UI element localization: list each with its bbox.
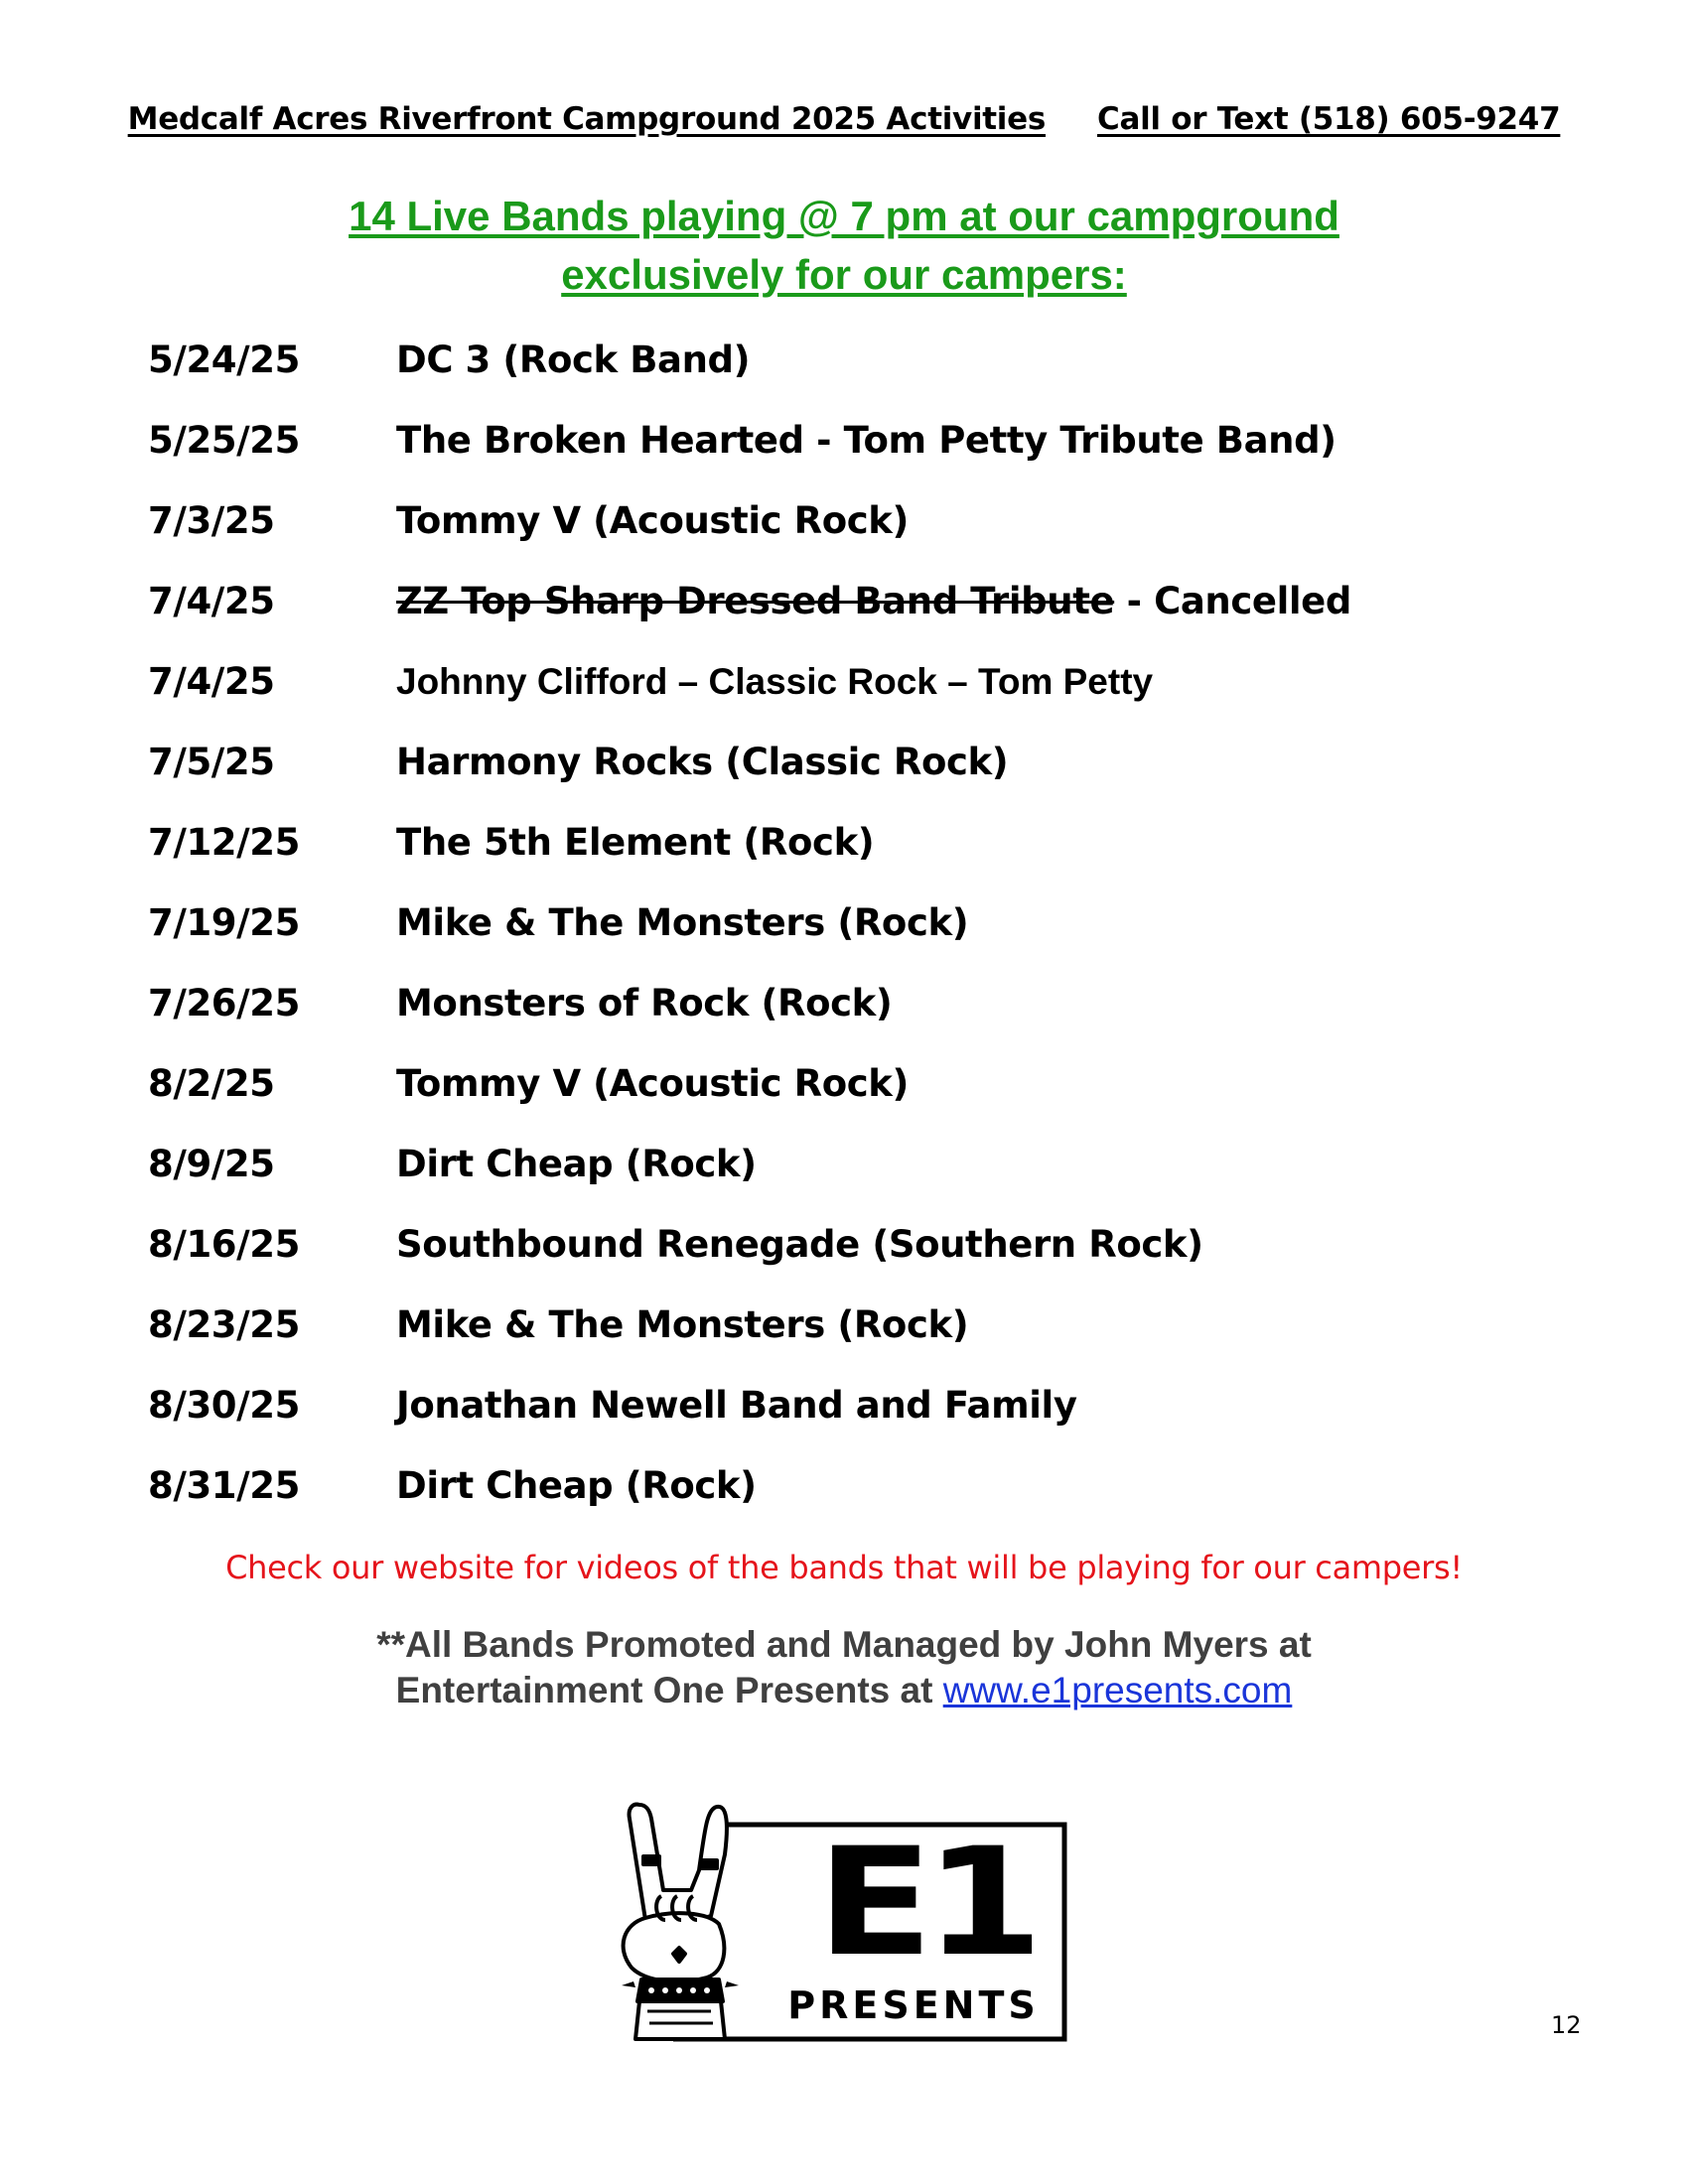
header-title: Medcalf Acres Riverfront Campground 2025 Activities: [127, 101, 1046, 137]
schedule-band: Mike & The Monsters (Rock): [396, 1303, 969, 1346]
schedule-date: 7/4/25: [148, 580, 275, 622]
schedule-date: 8/2/25: [148, 1062, 275, 1105]
schedule-row: [148, 498, 1538, 579]
schedule-date: 8/31/25: [148, 1464, 300, 1507]
schedule-row: [148, 1383, 1538, 1463]
cancelled-band-name: ZZ Top Sharp Dressed Band Tribute: [396, 580, 1115, 622]
page-header: [0, 101, 1688, 137]
schedule-row: [148, 820, 1538, 900]
schedule-row: [148, 418, 1538, 498]
headline-line-1: 14 Live Bands playing @ 7 pm at our campground: [349, 193, 1339, 239]
schedule-date: 8/30/25: [148, 1384, 300, 1427]
schedule-date: 5/24/25: [148, 339, 300, 381]
schedule-row: [148, 338, 1538, 418]
schedule-row: [148, 1222, 1538, 1302]
schedule-band: Tommy V (Acoustic Rock): [396, 499, 909, 542]
promo-line-1: **All Bands Promoted and Managed by John Myers at: [376, 1624, 1312, 1665]
page-number: 12: [1551, 2011, 1582, 2039]
schedule-band: Dirt Cheap (Rock): [396, 1143, 757, 1185]
schedule-band: Jonathan Newell Band and Family: [396, 1384, 1077, 1427]
schedule-band-cancelled: [396, 579, 1351, 624]
promo-line-2-text: Entertainment One Presents at: [395, 1670, 943, 1710]
schedule-band: Mike & The Monsters (Rock): [396, 901, 969, 944]
e1presents-link[interactable]: www.e1presents.com: [942, 1670, 1293, 1710]
schedule-band: Southbound Renegade (Southern Rock): [396, 1223, 1203, 1266]
live-bands-headline: [0, 187, 1688, 304]
cancelled-note: - Cancelled: [1114, 580, 1351, 622]
schedule-date: 7/3/25: [148, 499, 275, 542]
schedule-date: 7/26/25: [148, 982, 300, 1024]
schedule-row-cancelled: [148, 579, 1538, 659]
schedule-date: 7/4/25: [148, 660, 275, 703]
header-contact: Call or Text (518) 605-9247: [1097, 101, 1561, 137]
schedule-row: [148, 981, 1538, 1061]
schedule-date: 7/19/25: [148, 901, 300, 944]
schedule-band: The Broken Hearted - Tom Petty Tribute Band): [396, 419, 1336, 462]
schedule-band: DC 3 (Rock Band): [396, 339, 751, 381]
schedule-date: 5/25/25: [148, 419, 300, 462]
schedule-row: [148, 1061, 1538, 1142]
promotion-credit: [0, 1622, 1688, 1713]
schedule-date: 8/9/25: [148, 1143, 275, 1185]
website-videos-note: Check our website for videos of the bands that will be playing for our campers!: [225, 1549, 1463, 1586]
e1-presents-logo: [616, 1799, 1072, 2047]
schedule-band: Harmony Rocks (Classic Rock): [396, 741, 1009, 783]
promo-line-2: [0, 1668, 1688, 1713]
schedule-band: Monsters of Rock (Rock): [396, 982, 893, 1024]
schedule-date: 8/23/25: [148, 1303, 300, 1346]
schedule-date: 7/5/25: [148, 741, 275, 783]
schedule-row: [148, 900, 1538, 981]
logo-word: PRESENTS: [787, 1983, 1040, 2027]
schedule-row: [148, 740, 1538, 820]
headline-line-2: exclusively for our campers:: [561, 251, 1127, 298]
logo-mark: E1: [816, 1817, 1035, 1989]
schedule-row: [148, 659, 1538, 740]
band-schedule: [148, 338, 1538, 1544]
schedule-band: Tommy V (Acoustic Rock): [396, 1062, 909, 1105]
schedule-band: Dirt Cheap (Rock): [396, 1464, 757, 1507]
schedule-date: 7/12/25: [148, 821, 300, 864]
schedule-band: Johnny Clifford – Classic Rock – Tom Petty: [396, 661, 1154, 702]
schedule-band: The 5th Element (Rock): [396, 821, 875, 864]
schedule-date: 8/16/25: [148, 1223, 300, 1266]
schedule-row: [148, 1302, 1538, 1383]
schedule-row: [148, 1142, 1538, 1222]
schedule-row: [148, 1463, 1538, 1544]
